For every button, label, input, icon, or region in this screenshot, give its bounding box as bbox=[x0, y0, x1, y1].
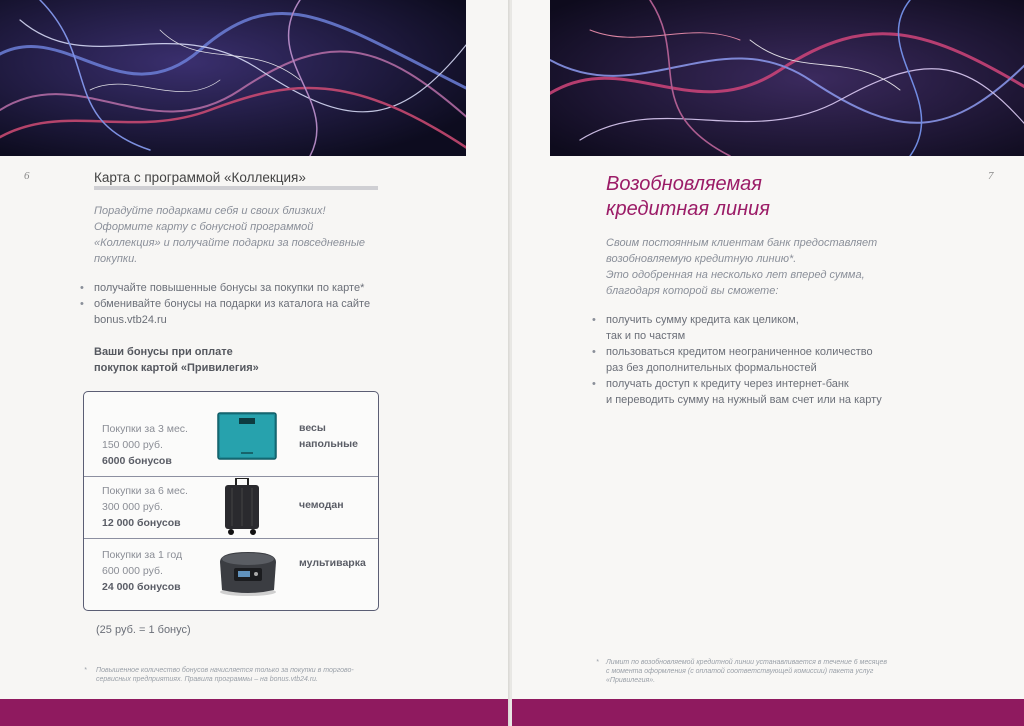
list-item-line: • получать доступ к кредиту через интернет-банк bbox=[606, 378, 849, 390]
prize-line: мультиварка bbox=[299, 557, 366, 569]
footnote bbox=[96, 666, 354, 684]
list-item-line: так и по частям bbox=[606, 330, 686, 342]
list-item: • обменивайте бонусы на подарки из каталога на сайте bbox=[80, 296, 370, 312]
bonus-row-text bbox=[102, 421, 188, 469]
intro-line: возобновляемую кредитную линию*. bbox=[606, 253, 797, 265]
page-number: 6 bbox=[24, 170, 30, 182]
footnote-line: Повышенное количество бонусов начисляется только за покупки в торгово- bbox=[96, 667, 354, 674]
suitcase-icon bbox=[222, 478, 262, 536]
prize-label bbox=[299, 420, 358, 452]
bonus-title bbox=[94, 344, 259, 376]
right-page bbox=[512, 0, 1024, 726]
bonus-row-text bbox=[102, 547, 182, 595]
intro-line: покупки. bbox=[94, 253, 138, 265]
right-banner-image bbox=[550, 0, 1024, 156]
bonus-amount: 6000 бонусов bbox=[102, 455, 172, 467]
list-item-line: • получить сумму кредита как целиком, bbox=[606, 314, 799, 326]
page-number: 7 bbox=[988, 170, 994, 182]
bonus-title-line: покупок картой «Привилегия» bbox=[94, 362, 259, 374]
footer-bar bbox=[0, 699, 510, 726]
footnote-mark: * bbox=[84, 667, 87, 674]
heading-line: Возобновляемая bbox=[606, 173, 762, 195]
bonus-table bbox=[83, 391, 379, 611]
bonus-title-line: Ваши бонусы при оплате bbox=[94, 346, 233, 358]
bonus-site-link[interactable]: bonus.vtb24.ru bbox=[94, 314, 167, 326]
intro-line: Это одобренная на несколько лет вперед сумма, bbox=[606, 269, 865, 281]
bonus-row bbox=[84, 406, 378, 468]
list-item: • получайте повышенные бонусы за покупки по карте* bbox=[80, 280, 370, 296]
intro-line: Оформите карту с бонусной программой bbox=[94, 221, 314, 233]
footnote bbox=[606, 658, 887, 685]
feature-list bbox=[592, 312, 882, 408]
prize-label bbox=[299, 497, 344, 513]
intro-line: «Коллекция» и получайте подарки за повседневные bbox=[94, 237, 366, 249]
period-label: Покупки за 3 мес. bbox=[102, 423, 188, 435]
list-item-line: и переводить сумму на нужный вам счет или на карту bbox=[606, 394, 882, 406]
list-item bbox=[592, 376, 882, 408]
list-item bbox=[592, 312, 882, 344]
bonus-amount: 24 000 бонусов bbox=[102, 581, 181, 593]
bonus-ratio: (25 руб. = 1 бонус) bbox=[96, 624, 191, 636]
prize-label bbox=[299, 555, 366, 571]
section-heading: Карта с программой «Коллекция» bbox=[94, 170, 306, 185]
prize-line: напольные bbox=[299, 438, 358, 450]
intro-line: благодаря которой вы сможете: bbox=[606, 285, 779, 297]
section-heading bbox=[606, 172, 770, 222]
bonus-row bbox=[84, 538, 378, 609]
footnote-mark: * bbox=[596, 659, 599, 666]
list-item bbox=[592, 344, 882, 376]
heading-line: кредитная линия bbox=[606, 198, 770, 220]
left-page bbox=[0, 0, 510, 726]
scale-icon bbox=[217, 412, 277, 460]
amount-label: 150 000 руб. bbox=[102, 439, 163, 451]
amount-label: 300 000 руб. bbox=[102, 501, 163, 513]
list-item-line: раз без дополнительных формальностей bbox=[606, 362, 817, 374]
amount-label: 600 000 руб. bbox=[102, 565, 163, 577]
multicooker-icon bbox=[216, 548, 280, 598]
period-label: Покупки за 6 мес. bbox=[102, 485, 188, 497]
intro-text bbox=[606, 235, 877, 299]
footnote-line: с момента оформления (с оплатой соответствующей комиссии) пакета услуг bbox=[606, 668, 874, 675]
intro-text bbox=[94, 203, 365, 267]
prize-line: весы bbox=[299, 422, 326, 434]
left-banner-image bbox=[0, 0, 466, 156]
heading-underline bbox=[94, 186, 378, 190]
footnote-line: «Привилегия». bbox=[606, 677, 656, 684]
footer-bar bbox=[512, 699, 1024, 726]
prize-line: чемодан bbox=[299, 499, 344, 511]
bonus-amount: 12 000 бонусов bbox=[102, 517, 181, 529]
footnote-line: Лимит по возобновляемой кредитной линии устанавливается в течение 6 месяцев bbox=[606, 659, 888, 666]
period-label: Покупки за 1 год bbox=[102, 549, 183, 561]
bonus-row bbox=[84, 476, 378, 539]
intro-line: Порадуйте подарками себя и своих близких! bbox=[94, 205, 326, 217]
bonus-row-text bbox=[102, 483, 188, 531]
intro-line: Своим постоянным клиентам банк предоставляет bbox=[606, 237, 878, 249]
benefit-list bbox=[80, 280, 370, 328]
list-item-line: • пользоваться кредитом неограниченное количество bbox=[606, 346, 873, 358]
footnote-line: сервисных предприятиях. Правила программы – на bonus.vtb24.ru. bbox=[96, 676, 318, 683]
